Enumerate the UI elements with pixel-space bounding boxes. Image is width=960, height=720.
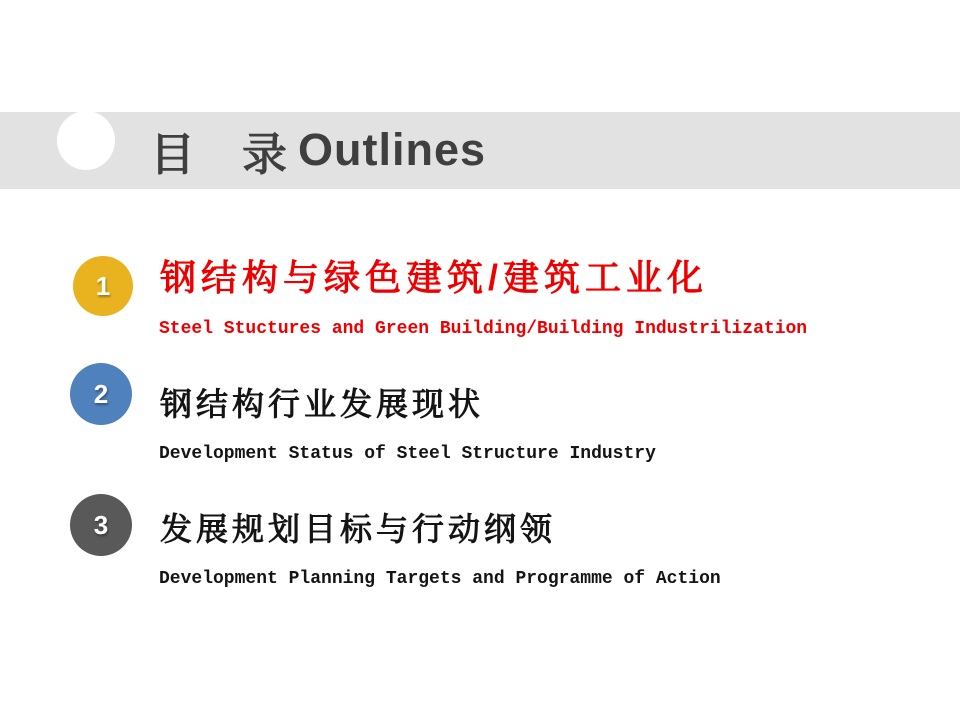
outline-item-1-subtitle: Steel Stuctures and Green Building/Building Industrilization xyxy=(159,319,808,339)
outline-item-3-title[interactable]: 发展规划目标与行动纲领 xyxy=(160,511,557,547)
header-decorative-circle-icon xyxy=(57,111,115,170)
outline-item-3-number-badge[interactable] xyxy=(70,494,132,556)
outline-item-1-title[interactable]: 钢结构与绿色建筑/建筑工业化 xyxy=(160,257,709,298)
page-title xyxy=(150,120,486,180)
outline-item-3-number: 3 xyxy=(93,509,109,540)
page-title-en: Outlines xyxy=(298,124,487,175)
outline-item-2-number: 2 xyxy=(93,378,109,409)
outline-item-3-subtitle: Development Planning Targets and Programme of Action xyxy=(159,569,721,589)
page-title-cn: 目 录 xyxy=(150,128,289,180)
outline-item-2-subtitle: Development Status of Steel Structure Industry xyxy=(159,444,656,464)
outline-item-1-number: 1 xyxy=(95,270,111,301)
outline-item-1-number-badge[interactable] xyxy=(73,256,133,316)
outline-item-2-number-badge[interactable] xyxy=(70,363,132,425)
outline-item-2-title[interactable]: 钢结构行业发展现状 xyxy=(160,386,485,422)
